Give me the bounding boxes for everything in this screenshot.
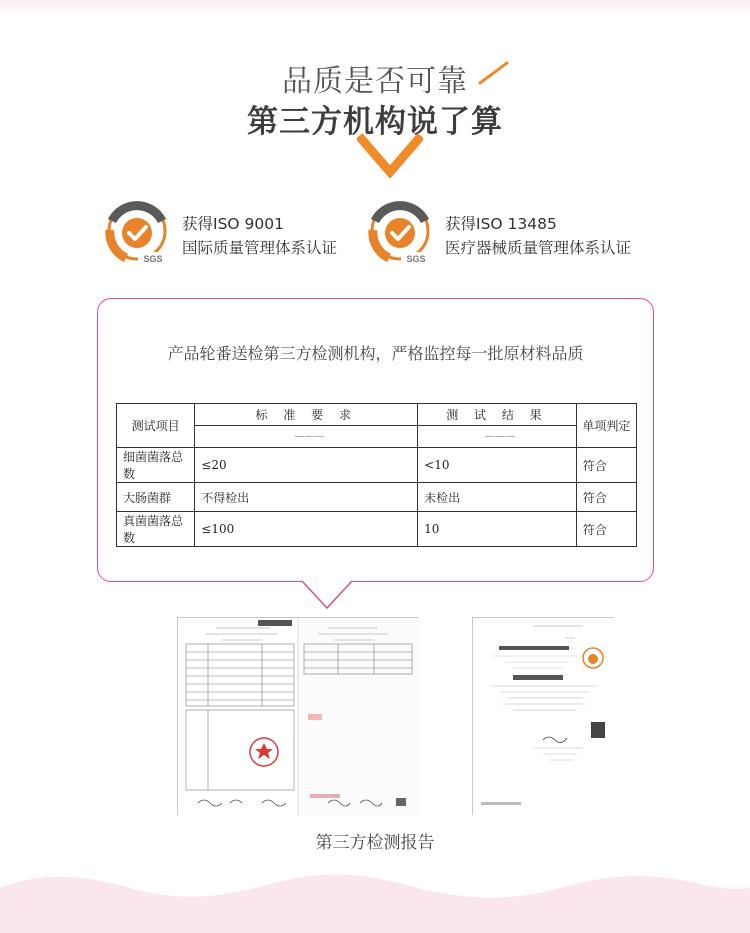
test-result-panel [97,298,654,582]
table-subheader: ——— [195,426,418,448]
slash-icon [476,60,510,86]
cert-line1: 获得ISO 13485 [445,215,557,233]
table-cell: ≤20 [195,448,418,483]
table-cell: 不得检出 [195,483,418,512]
checkmark-icon [357,132,423,178]
table-row [117,483,637,512]
table-cell: ≤100 [195,512,418,547]
cert-line2: 国际质量管理体系认证 [182,239,338,257]
table-header: 标 准 要 求 [195,404,418,426]
iso-certificate-image [472,617,614,815]
table-row [117,512,637,547]
cert-line2: 医疗器械质量管理体系认证 [445,239,632,257]
sgs-certification-badge-icon [367,200,433,266]
page-title-line2: 第三方机构说了算 [247,104,503,140]
docs-caption: 第三方检测报告 [315,833,435,853]
table-header: 测试项目 [117,404,195,448]
cert-iso13485 [367,200,657,270]
table-header: 单项判定 [576,404,636,448]
table-cell: 细菌菌落总数 [117,448,195,483]
badge-brand-text: SGS [406,254,426,264]
table-row [117,448,637,483]
table-header: 测 试 结 果 [418,404,577,426]
test-report-graphic [178,618,419,816]
table-cell: 10 [418,512,577,547]
cert-iso9001 [104,200,364,270]
table-cell: 真菌菌落总数 [117,512,195,547]
table-subheader: ——— [418,426,577,448]
page-title-line1: 品质是否可靠 [282,64,468,99]
table-cell: 未检出 [418,483,577,512]
test-result-table [116,403,637,547]
iso-certificate-graphic [473,618,615,816]
table-cell: 符合 [576,483,636,512]
badge-brand-text: SGS [143,254,163,264]
bottom-wave-decoration [0,858,750,933]
sgs-certification-badge-icon [104,200,170,266]
panel-caption: 产品轮番送检第三方检测机构，严格监控每一批原材料品质 [167,344,584,363]
table-cell: 符合 [576,448,636,483]
top-decoration-band [0,0,750,14]
test-report-image [177,617,418,815]
panel-pointer [302,580,352,610]
table-cell: 符合 [576,512,636,547]
table-cell: 大肠菌群 [117,483,195,512]
table-cell: <10 [418,448,577,483]
cert-line1: 获得ISO 9001 [182,215,284,233]
